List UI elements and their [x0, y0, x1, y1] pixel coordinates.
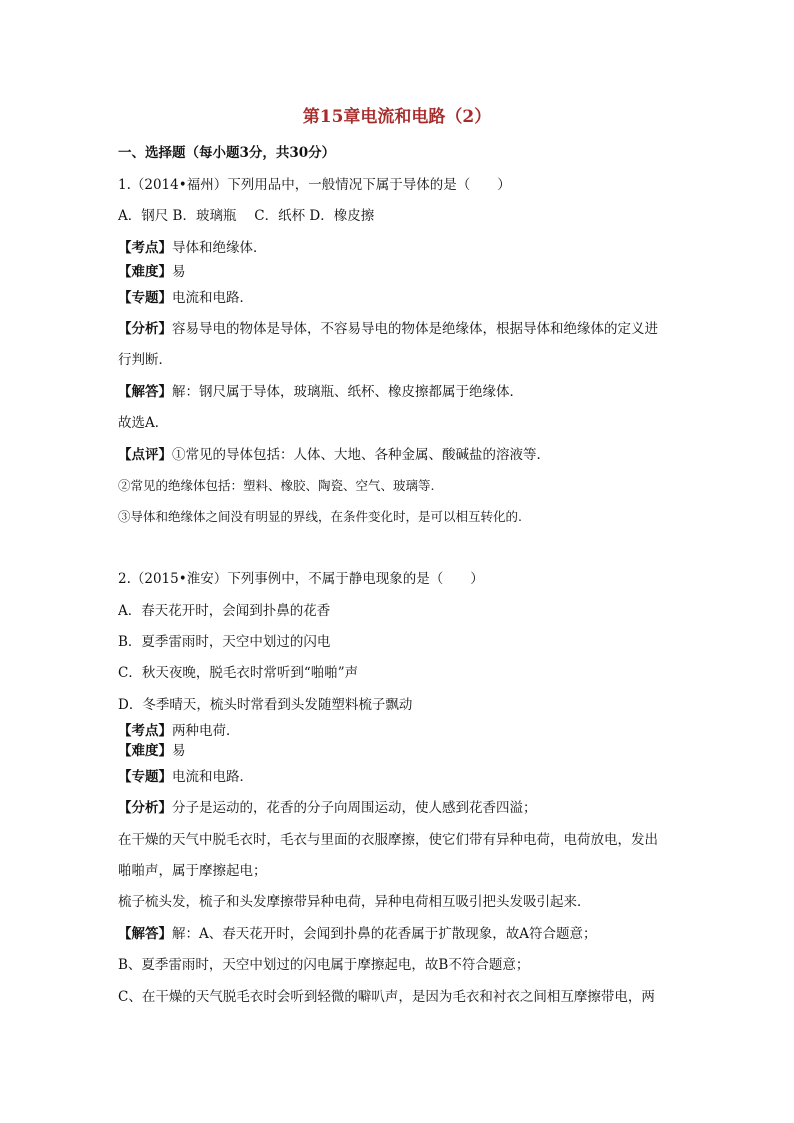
q1-zhuanti-tag: 【专题】	[118, 290, 172, 306]
q1-kaodian	[118, 238, 678, 258]
q1-jieda-tag: 【解答】	[118, 384, 172, 400]
q1-zhuanti-text: 电流和电路．	[172, 290, 253, 306]
q2-nandu-tag: 【难度】	[118, 743, 172, 759]
q2-option-d: D．冬季晴天，梳头时常看到头发随塑料梳子飘动	[118, 697, 413, 713]
section-heading: 一、选择题（每小题3分，共30分）	[118, 145, 336, 161]
q1-dianping-2: ②常见的绝缘体包括：塑料、橡胶、陶瓷、空气、玻璃等.	[118, 478, 435, 493]
q1-nandu	[118, 262, 678, 282]
q2-kaodian-text: 两种电荷．	[172, 723, 240, 739]
q2-nandu	[118, 741, 678, 761]
q1-dianping-text: ①常见的导体包括：人体、大地、各种金属、酸碱盐的溶液等．	[172, 447, 550, 463]
q1-fenxi-text: 容易导电的物体是导体，不容易导电的物体是绝缘体，根据导体和绝缘体的定义进	[172, 321, 658, 337]
q1-jieda	[118, 382, 678, 402]
q1-jieda-text: 解：钢尺属于导体，玻璃瓶、纸杯、橡皮擦都属于绝缘体．	[172, 384, 523, 400]
q2-fenxi-3: 啪啪声，属于摩擦起电；	[118, 863, 267, 879]
q2-nandu-text: 易	[172, 743, 186, 759]
q1-kaodian-text: 导体和绝缘体．	[172, 240, 267, 256]
q2-option-a: A．春天花开时，会闻到扑鼻的花香	[118, 603, 331, 619]
q2-option-b: B．夏季雷雨时，天空中划过的闪电	[118, 634, 331, 650]
q1-dianping	[118, 445, 678, 465]
q2-jieda-2: B、夏季雷雨时，天空中划过的闪电属于摩擦起电，故B不符合题意；	[118, 957, 530, 973]
q2-option-c: C．秋天夜晚，脱毛衣时常听到“啪啪”声	[118, 665, 359, 681]
q2-fenxi-2: 在干燥的天气中脱毛衣时，毛衣与里面的衣服摩擦，使它们带有异种电荷，电荷放电，发出	[118, 832, 658, 848]
q2-zhuanti-tag: 【专题】	[118, 769, 172, 785]
q1-fenxi-tag: 【分析】	[118, 321, 172, 337]
q2-jieda	[118, 924, 678, 944]
q2-jieda-text: 解：A、春天花开时，会闻到扑鼻的花香属于扩散现象，故A符合题意；	[172, 926, 597, 942]
q2-zhuanti	[118, 767, 678, 787]
q2-fenxi-text: 分子是运动的，花香的分子向周围运动，使人感到花香四溢；	[172, 800, 537, 816]
q2-jieda-tag: 【解答】	[118, 926, 172, 942]
q2-fenxi-tag: 【分析】	[118, 800, 172, 816]
q2-kaodian	[118, 721, 678, 741]
q1-zhuanti	[118, 288, 678, 308]
q1-options: A．钢尺 B．玻璃瓶 C．纸杯 D．橡皮擦	[118, 208, 375, 224]
q1-nandu-tag: 【难度】	[118, 264, 172, 280]
q1-fenxi-cont: 行判断．	[118, 352, 172, 368]
q2-fenxi	[118, 798, 678, 818]
q1-dianping-tag: 【点评】	[118, 447, 172, 463]
q1-stem: 1.（2014•福州）下列用品中，一般情况下属于导体的是（ ）	[118, 177, 511, 193]
q2-jieda-3: C、在干燥的天气脱毛衣时会听到轻微的噼叭声，是因为毛衣和衬衣之间相互摩擦带电，两	[118, 989, 655, 1005]
q1-kaodian-tag: 【考点】	[118, 240, 172, 256]
q1-nandu-text: 易	[172, 264, 186, 280]
q2-kaodian-tag: 【考点】	[118, 723, 172, 739]
q2-zhuanti-text: 电流和电路．	[172, 769, 253, 785]
q1-dianping-3: ③导体和绝缘体之间没有明显的界线，在条件变化时，是可以相互转化的.	[118, 509, 522, 524]
q2-stem: 2.（2015•淮安）下列事例中，不属于静电现象的是（ ）	[118, 571, 484, 587]
page-title: 第15章电流和电路（2）	[302, 107, 492, 127]
q1-fenxi	[118, 319, 678, 339]
q1-answer: 故选A．	[118, 415, 169, 431]
q2-fenxi-4: 梳子梳头发，梳子和头发摩擦带异种电荷，异种电荷相互吸引把头发吸引起来．	[118, 894, 591, 910]
